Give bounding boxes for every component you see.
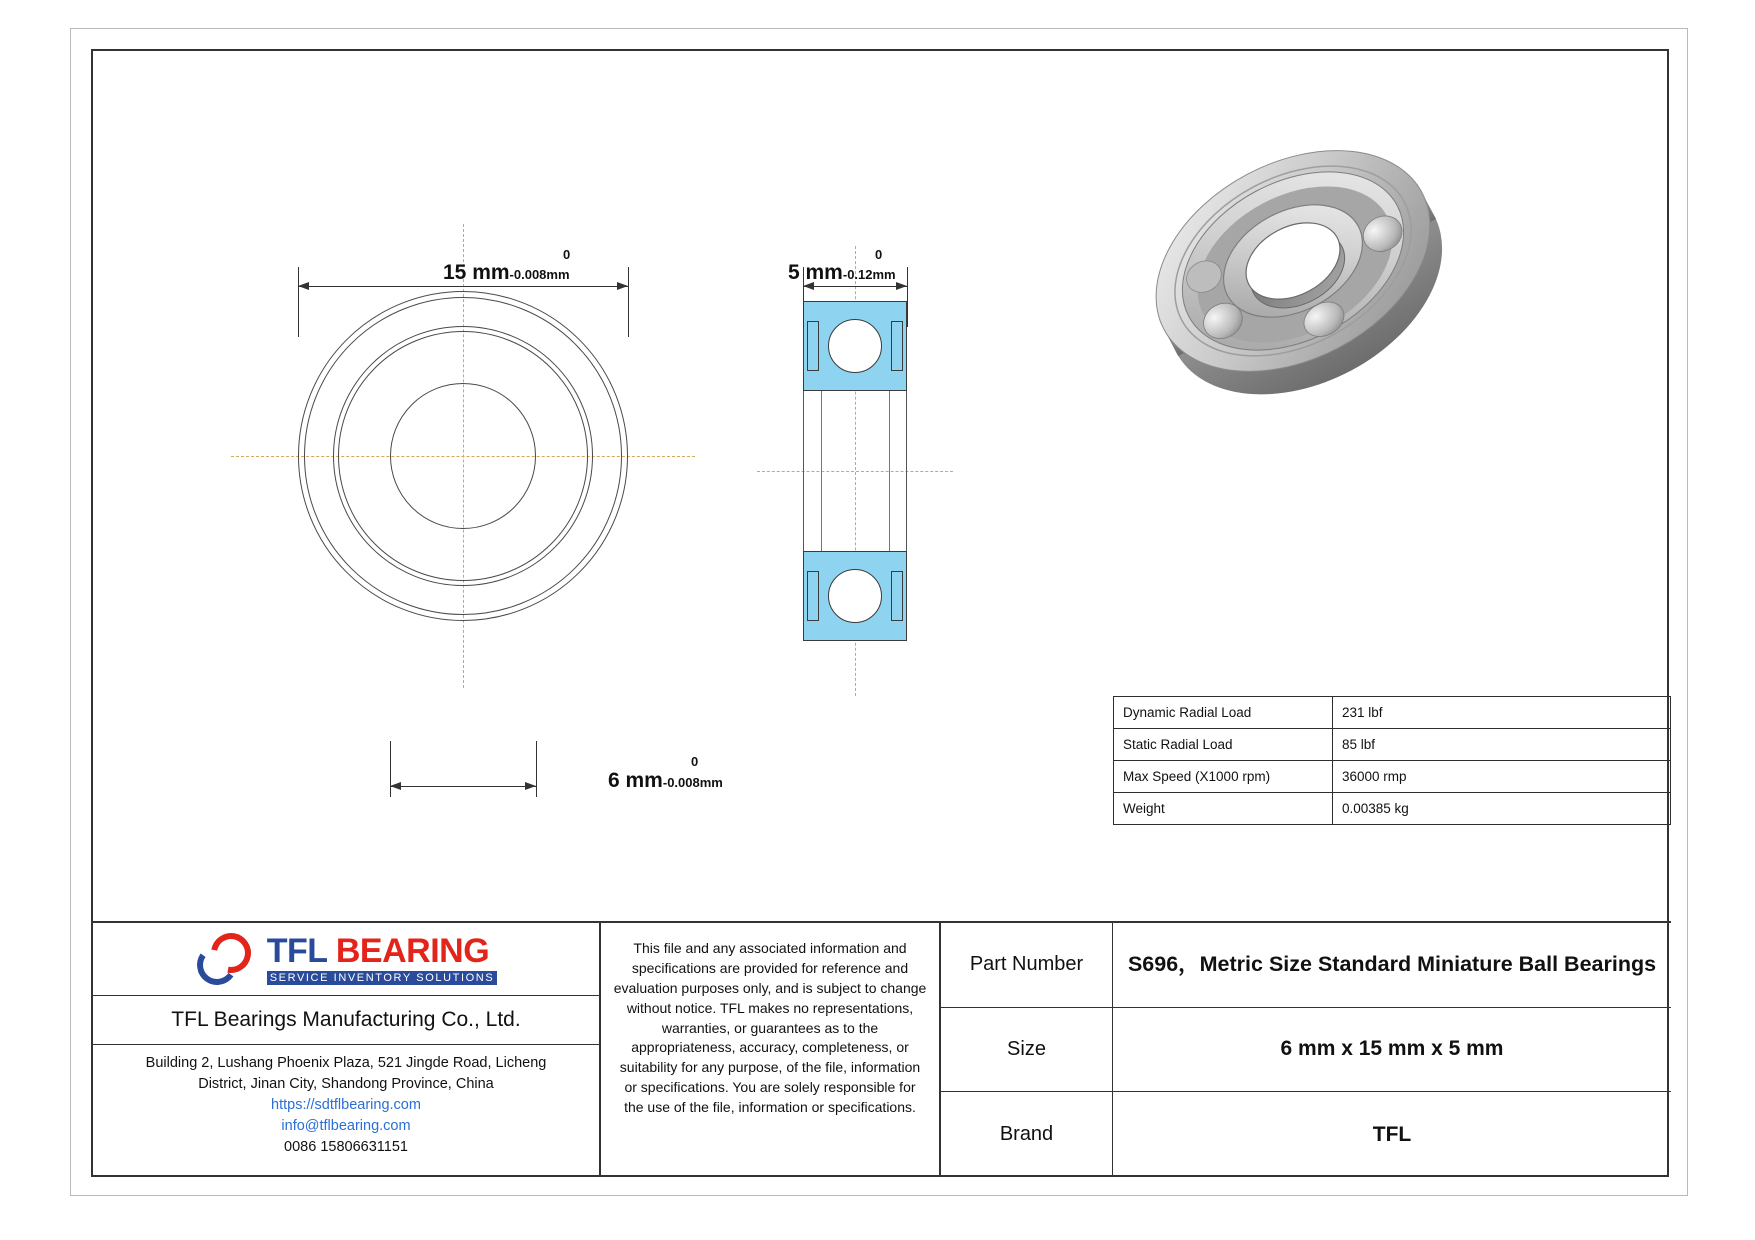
bore-dimension-label [608,769,723,793]
bore-arrow-left [390,782,401,790]
bore-value: 6 mm [608,769,663,792]
company-address [93,1045,599,1158]
bearing-ring-logo-icon [195,931,257,987]
size-value: 6 mm x 15 mm x 5 mm [1280,1037,1504,1061]
bore-circle [390,383,536,529]
drawing-frame [91,49,1669,1177]
part-details-block [941,923,1671,1177]
part-number-label: Part Number [941,923,1113,1007]
table-row [1114,761,1671,793]
logo-wordmark [266,931,498,985]
od-tolerance-lower: -0.008mm [509,267,570,282]
brand-row [941,1092,1671,1177]
width-tolerance-upper: 0 [875,247,883,262]
size-label: Size [941,1008,1113,1092]
spec-key-weight: Weight [1114,793,1333,825]
bore-tolerance-lower: -0.008mm [662,775,723,790]
od-ext-line-right [628,267,629,337]
cage-left-top [807,321,819,371]
side-inner-line-right [889,391,890,551]
brand-value: TFL [1372,1122,1412,1146]
company-phone: 0086 15806631151 [284,1139,408,1156]
address-line-2: District, Jinan City, Shandong Province, China [198,1076,494,1093]
part-number-row [941,923,1671,1008]
width-ext-line-right [907,267,908,327]
od-tolerance-upper: 0 [563,247,571,262]
spec-key-static-radial-load: Static Radial Load [1114,729,1333,761]
logo-tagline: SERVICE INVENTORY SOLUTIONS [267,971,498,985]
table-row [1114,729,1671,761]
od-arrow-right [617,282,628,290]
od-dimension-line [298,286,628,287]
company-name: TFL Bearings Manufacturing Co., Ltd. [93,996,599,1045]
bearing-race-bottom [803,551,907,641]
address-line-1: Building 2, Lushang Phoenix Plaza, 521 Jingde Road, Licheng [145,1055,547,1071]
drawing-sheet [70,28,1688,1196]
bearing-race-top [803,301,907,391]
table-row [1114,793,1671,825]
bore-arrow-right [525,782,536,790]
ball-bottom [828,569,882,623]
spec-key-dynamic-radial-load: Dynamic Radial Load [1114,697,1333,729]
brand-label: Brand [941,1092,1113,1177]
cage-right-bottom [891,571,903,621]
spec-value-dynamic-radial-load: 231 lbf [1333,697,1671,729]
spec-value-weight: 0.00385 kg [1333,793,1671,825]
company-logo [93,923,599,996]
bore-dimension-line [390,786,536,787]
od-arrow-left [298,282,309,290]
cage-left-bottom [807,571,819,621]
od-dimension-label [443,261,570,285]
table-row [1114,697,1671,729]
bore-tolerance-upper: 0 [691,754,699,769]
side-view-bearing [803,301,923,641]
od-value: 15 mm [443,261,510,284]
side-inner-line-left [821,391,822,551]
ball-top [828,319,882,373]
size-row [941,1008,1671,1093]
title-block [93,921,1671,1177]
company-email-link[interactable]: info@tflbearing.com [281,1118,411,1135]
bore-ext-line-right [536,741,537,797]
width-value: 5 mm [788,261,843,284]
company-website-link[interactable]: https://sdtflbearing.com [271,1097,421,1114]
logo-name-bearing: BEARING [335,931,490,970]
front-view-bearing [283,276,643,636]
od-ext-line-left [298,267,299,337]
width-tolerance-lower: -0.12mm [842,267,896,282]
company-info-block [93,923,601,1177]
logo-name-tfl: TFL [266,931,336,970]
spec-value-static-radial-load: 85 lbf [1333,729,1671,761]
bearing-3d-render [1133,111,1453,411]
part-number-value: S696，Metric Size Standard Miniature Ball Bearings [1127,951,1657,976]
width-arrow-right [896,282,907,290]
width-dimension-label [788,261,896,285]
spec-value-max-speed: 36000 rmp [1333,761,1671,793]
disclaimer-text: This file and any associated information and specifications are provided for reference and evaluation purposes only, and is subject to change without notice. TFL makes no representations, warranties, or guarantees as to the appropriateness, accuracy, completeness, or suitability for any purpose, of the file, information or specifications. You are solely responsible for the use of the file, information or specifications. [601,923,941,1177]
width-dimension-line [803,286,907,287]
specification-table [1113,696,1671,825]
spec-key-max-speed: Max Speed (X1000 rpm) [1114,761,1333,793]
cage-right-top [891,321,903,371]
